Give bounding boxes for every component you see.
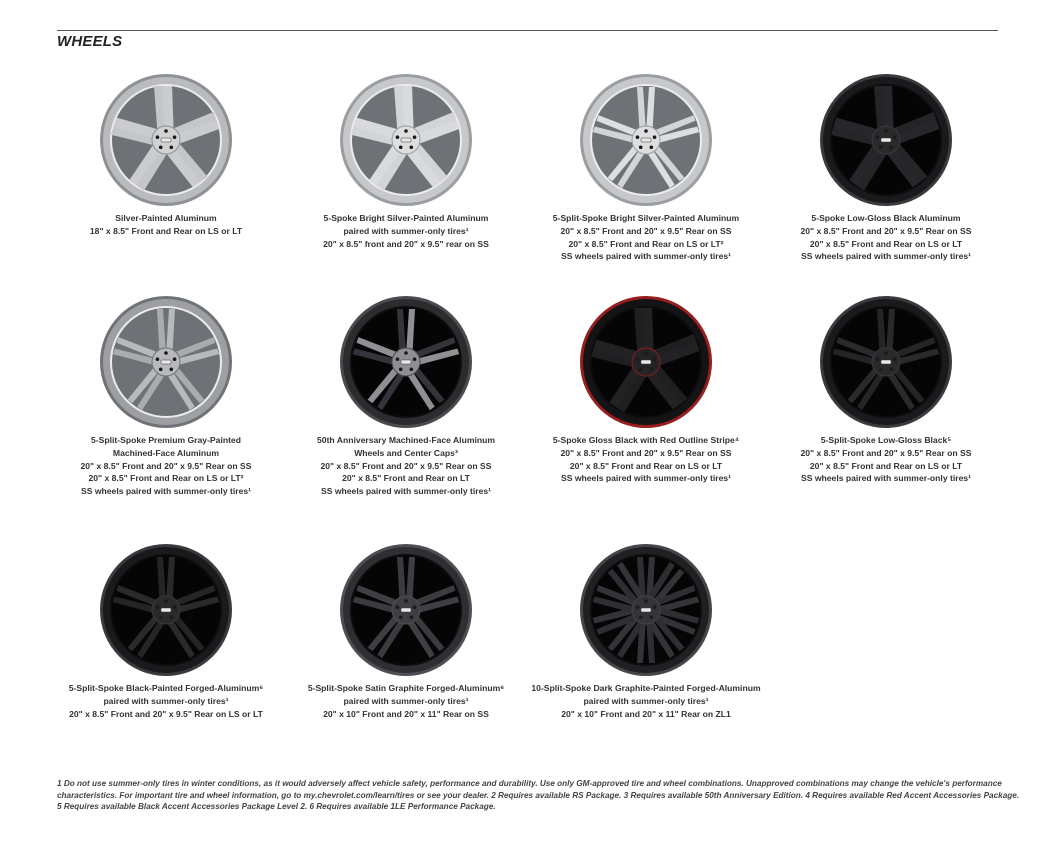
- header-rule: [57, 30, 998, 31]
- wheel-name: 5-Split-Spoke Premium Gray-Painted: [91, 435, 241, 445]
- wheel-spec-line: 20" x 8.5" Front and 20" x 9.5" Rear on SS: [800, 225, 972, 236]
- wheel-caption: [526, 682, 766, 720]
- wheel-name: 5-Split-Spoke Satin Graphite Forged-Aluminum⁶: [307, 683, 505, 693]
- wheel-spec-line: 20" x 8.5" Front and 20" x 9.5" Rear on SS: [560, 225, 732, 236]
- wheel-item: [766, 70, 1006, 263]
- wheel-spec-line: SS wheels paired with summer-only tires¹: [560, 473, 731, 484]
- wheel-spec-line: SS wheels paired with summer-only tires¹: [560, 251, 731, 262]
- wheel-item: [526, 292, 766, 485]
- wheel-spec-line: SS wheels paired with summer-only tires¹: [800, 473, 971, 484]
- wheel-image: [576, 70, 716, 210]
- wheel-name: 10-Split-Spoke Dark Graphite-Painted Forged-Aluminum: [531, 683, 761, 693]
- wheel-item: [46, 292, 286, 498]
- wheel-caption: [766, 434, 1006, 485]
- wheel-item: [286, 540, 526, 720]
- wheel-item: [46, 540, 286, 720]
- wheel-image: [96, 292, 236, 432]
- wheel-item: [766, 292, 1006, 485]
- wheel-spec-line: 18" x 8.5" Front and Rear on LS or LT: [89, 225, 243, 236]
- wheel-spec-line: Machined-Face Aluminum: [112, 447, 220, 458]
- wheel-image: [96, 540, 236, 680]
- wheel-spec-line: paired with summer-only tires¹: [343, 695, 469, 706]
- wheel-spec-line: paired with summer-only tires¹: [583, 695, 709, 706]
- wheel-image: [816, 292, 956, 432]
- section-title: WHEELS: [57, 33, 123, 50]
- wheel-caption: [46, 682, 286, 720]
- wheel-caption: [766, 212, 1006, 263]
- wheel-name: 5-Split-Spoke Black-Painted Forged-Aluminum⁶: [68, 683, 264, 693]
- wheel-name: 50th Anniversary Machined-Face Aluminum: [317, 435, 495, 445]
- wheel-spec-line: paired with summer-only tires¹: [103, 695, 229, 706]
- wheel-spec-line: 20" x 8.5" Front and Rear on LS or LT: [809, 238, 963, 249]
- wheel-image: [336, 540, 476, 680]
- wheel-spec-line: 20" x 8.5" Front and 20" x 9.5" Rear on SS: [560, 447, 732, 458]
- wheel-name: 5-Spoke Bright Silver-Painted Aluminum: [323, 213, 489, 223]
- wheel-spec-line: Wheels and Center Caps³: [354, 447, 458, 458]
- wheel-image: [336, 292, 476, 432]
- wheel-spec-line: SS wheels paired with summer-only tires¹: [80, 486, 251, 497]
- wheel-spec-line: 20" x 8.5" Front and Rear on LS or LT²: [568, 238, 724, 249]
- wheel-spec-line: 20" x 8.5" Front and 20" x 9.5" Rear on SS: [320, 460, 492, 471]
- wheel-spec-line: 20" x 8.5" Front and 20" x 9.5" Rear on SS: [80, 460, 252, 471]
- wheel-image: [576, 540, 716, 680]
- wheel-spec-line: 20" x 10" Front and 20" x 11" Rear on SS: [323, 708, 489, 719]
- wheel-caption: [286, 682, 526, 720]
- wheel-spec-line: 20" x 8.5" Front and 20" x 9.5" Rear on SS: [800, 447, 972, 458]
- wheel-caption: [526, 434, 766, 485]
- wheel-item: [286, 292, 526, 498]
- wheel-spec-line: 20" x 8.5" Front and 20" x 9.5" Rear on LS or LT: [69, 708, 263, 719]
- wheel-image: [96, 70, 236, 210]
- wheel-name: 5-Split-Spoke Low-Gloss Black⁵: [820, 435, 952, 445]
- wheel-spec-line: 20" x 8.5" Front and Rear on LS or LT: [809, 460, 963, 471]
- wheel-caption: [46, 212, 286, 238]
- wheel-item: [46, 70, 286, 238]
- wheel-name: 5-Spoke Gloss Black with Red Outline Stripe⁴: [552, 435, 740, 445]
- wheel-spec-line: 20" x 8.5" Front and Rear on LT: [342, 473, 470, 484]
- footnote-line-2: characteristics. For important tire and wheel information, go to my.chevrolet.com/learn/tires or see your dealer. 2 Requires available RS Package. 3 Requires available 50th Anniversary Edition. 4 Requires available Red Accent Accessories Package.: [57, 790, 1020, 800]
- wheel-name: 5-Spoke Low-Gloss Black Aluminum: [811, 213, 961, 223]
- wheel-spec-line: 20" x 8.5" Front and Rear on LS or LT²: [88, 473, 244, 484]
- wheel-image: [816, 70, 956, 210]
- wheel-image: [576, 292, 716, 432]
- wheel-spec-line: 20" x 8.5" front and 20" x 9.5" rear on SS: [323, 238, 489, 249]
- wheel-item: [286, 70, 526, 250]
- wheel-spec-line: 20" x 8.5" Front and Rear on LS or LT: [569, 460, 723, 471]
- wheel-item: [526, 540, 766, 720]
- wheel-caption: [286, 212, 526, 250]
- wheel-image: [336, 70, 476, 210]
- wheel-caption: [286, 434, 526, 498]
- wheel-caption: [46, 434, 286, 498]
- footnote-line-3: 5 Requires available Black Accent Accessories Package Level 2. 6 Requires available 1LE Performance Package.: [57, 802, 496, 812]
- wheel-spec-line: 20" x 10" Front and 20" x 11" Rear on ZL1: [561, 708, 731, 719]
- footnotes: [57, 778, 1020, 813]
- wheel-item: [526, 70, 766, 263]
- wheel-caption: [526, 212, 766, 263]
- footnote-line-1: 1 Do not use summer-only tires in winter conditions, as it would adversely affect vehicle safety, performance and durability. Use only GM-approved tire and wheel combinations. Unapproved combinations may change the vehicle's performance: [57, 779, 1002, 788]
- wheel-spec-line: SS wheels paired with summer-only tires¹: [800, 251, 971, 262]
- wheel-name: Silver-Painted Aluminum: [115, 213, 217, 223]
- wheel-spec-line: paired with summer-only tires¹: [343, 225, 469, 236]
- wheel-name: 5-Split-Spoke Bright Silver-Painted Aluminum: [552, 213, 740, 223]
- wheel-spec-line: SS wheels paired with summer-only tires¹: [320, 486, 491, 497]
